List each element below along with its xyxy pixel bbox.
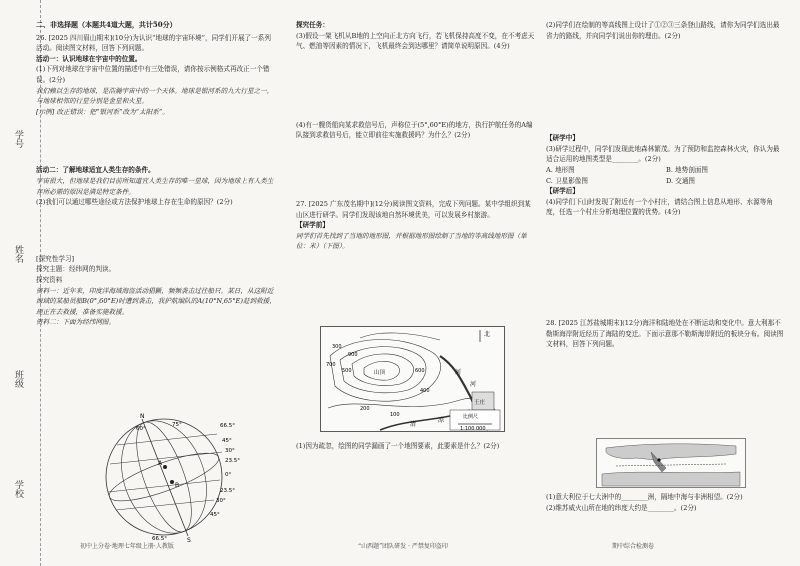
options-row [546, 165, 786, 176]
contour-value: 600 [415, 368, 425, 374]
globe-label-lon: 60° [136, 426, 146, 432]
margin-label-name: 姓名 [13, 245, 23, 263]
map-label-peak: 山顶 [374, 370, 386, 376]
footer-left: 初中上分卷·地理七年级上册·人教版 [80, 543, 174, 550]
globe-label-lat: 45° [222, 438, 232, 444]
column-middle-lower [296, 441, 536, 452]
globe-label-lat: 30° [216, 498, 226, 504]
answer-space[interactable] [296, 141, 536, 197]
q28-question-2: (2)维苏威火山所在地的纬度大约是________。(2分) [546, 503, 697, 512]
question-27-stem: 27. [2025 广东茂名期中](12分)阅读图文资料，完成下列问题。某中学组织到某山区进行研学。同学们发现该地自然环境优美，可以发展乡村旅游。 [296, 199, 531, 219]
column-right [546, 20, 786, 350]
globe-label-lat: 30° [225, 448, 235, 454]
globe-label-lat: 23.5° [225, 458, 240, 464]
q28-question-1: (1)意大利位于七大洲中的________洲，隔地中海与非洲相望。(2分) [546, 493, 743, 501]
map-label-river: 河 [455, 369, 462, 376]
question-28-stem: 28. [2025 江苏盐城期末](12分)海洋和陆地处在不断运动和变化中。意大利那不勒斯海岸附近经历了海陆的变迁。下面示意那不勒斯海岸附近的板块分布。阅读图文材料，回答下列问题。 [546, 318, 784, 349]
scale-title: 比例尺 [463, 414, 479, 420]
parallel-line [116, 500, 214, 510]
activity-2-text: 宇宙很大，但地球是我们目前所知道宜人类生存的唯一星球，因为地球上有人类生存所必需的原因是满足特定条件。 [36, 176, 274, 196]
globe-label-lat: 66.5° [220, 423, 235, 429]
section-title: 二、非选择题（本题共4道大题，共计50分） [36, 20, 177, 29]
globe-label-s: S [187, 537, 191, 542]
margin-label-student-id: 学号 [13, 130, 23, 148]
footer-middle: “山西题”团队研发 · 严禁复印盗印 [358, 543, 448, 550]
contour-value: 200 [360, 406, 370, 412]
contour-value: 100 [390, 412, 400, 418]
contour-value: 700 [326, 362, 336, 368]
africa-landmass [602, 472, 740, 486]
activity-2-title: 活动二：了解地球适宜人类生存的条件。 [36, 166, 155, 175]
globe-label-lat: 23.5° [220, 488, 235, 494]
globe-label-lat: 66.5° [152, 536, 167, 542]
contour-value: 500 [342, 368, 352, 374]
globe-label-b: B [175, 482, 180, 489]
contour-value: 900 [348, 352, 358, 358]
map-label-river: 清 [410, 421, 417, 428]
point-a [163, 465, 167, 469]
margin-label-class: 班级 [13, 370, 23, 388]
pre-study-title: 【研学前】 [296, 221, 329, 230]
options-row [546, 176, 786, 187]
answer-space[interactable] [36, 208, 276, 254]
q27-question-1: (1)因为疏忽，绘图的同学漏画了一个地图要素，此要素是什么？(2分) [296, 442, 500, 450]
option-b[interactable]: B. 地势剖面图 [666, 165, 709, 174]
earth-axis [142, 419, 188, 536]
activity-1-example: [示例] 改正错误：把“银河系”改为“太阳系”。 [36, 107, 169, 116]
globe-label-lat: 45° [210, 512, 220, 518]
q27-question-2: (2)同学们在绘制的等高线图上设计了①②③三条登山路线，请你为同学们选出最省力的路线，并向同学们说出你的理由。(2分) [546, 21, 780, 40]
binding-margin [0, 0, 41, 566]
question-26-stem: 26. [2025 四川眉山期末](10分)为认识“地球的宇宙环境”，同学们开展了一系列活动。阅读图文材料，回答下列问题。 [36, 33, 271, 53]
scale-ratio: 1:100 000 [460, 426, 486, 432]
contour-map-figure [320, 326, 505, 432]
pre-study-text: 同学们首先找到了当地的地形图，并根据地形图绘制了当地的等高线地形图（单位：米）（下图）。 [296, 231, 527, 251]
q27-question-4: (4)同学们下山时发现了附近有一个小村庄，请结合图上信息从地形、水源等角度，任选一个村庄分析地理位置的优势。(4分) [546, 197, 773, 217]
activity-2-question: (2)我们可以通过哪些途径或方法保护地球上存在生命的原因？(2分) [36, 198, 233, 207]
material-1: 资料一：近年来，印度洋海域海盗活动猖獗，频频袭击过往船只。某日，从这附近海域的某船员船B(0°,60°E)时遭到袭击，我护航编队的A(10°N,65°E)赶到救援，现正在去救援，准备实施救援。 [36, 286, 276, 316]
globe-label-lat: 0° [225, 472, 232, 478]
explore-theme: 探究主题：经纬网的判读。 [36, 265, 116, 274]
activity-1-title: 活动一：认识地球在宇宙中的位置。 [36, 54, 142, 63]
parallel-line [110, 452, 222, 464]
q27-question-3: (3)研学过程中，同学们发现此地森林繁茂。为了预防和监控森林火灾，你认为最适合运用的地图类型是________。(2分) [546, 144, 780, 164]
answer-space[interactable] [296, 52, 536, 120]
globe-outline [106, 419, 222, 535]
map-label-north: 北 [484, 331, 491, 338]
plate-map-figure [596, 438, 746, 488]
point-b [170, 480, 174, 484]
option-c[interactable]: C. 卫星影像图 [546, 176, 588, 185]
activity-1-text: 我们赖以生存的地球，是浩瀚宇宙中的一个天体。地球是银河系的九大行星之一，与地球相邻的行星分别是金星和火星。 [36, 86, 274, 106]
material-2: 资料二：下面为经纬网图。 [36, 318, 116, 327]
volcano-marker [657, 458, 660, 461]
column-right-lower [546, 492, 786, 513]
column-middle [296, 20, 536, 252]
mid-study-title: 【研学中】 [546, 134, 579, 143]
meridian-line [125, 416, 202, 539]
graticule-globe-figure [92, 412, 242, 542]
map-label-river: 凉 [438, 417, 445, 424]
footer-right: 期中综合检测卷 [612, 543, 655, 550]
explore-title: [探究性学习] [36, 254, 75, 263]
answer-space[interactable] [546, 41, 786, 133]
explore-material-label: 探究资料 [36, 275, 63, 284]
globe-label-a: A [158, 460, 163, 467]
contour-value: 300 [332, 344, 342, 350]
contour-value: 400 [420, 388, 430, 394]
column-left [36, 20, 276, 328]
map-label-river: 河 [470, 381, 477, 388]
task-question-4: (4)有一艘货船向某求救信号后，声称位于(5°,60°E)的地方，执行护航任务的A编队接到求救信号后，能立即前往实施救援吗？为什么？(2分) [296, 120, 533, 140]
post-study-title: 【研学后】 [546, 187, 579, 196]
parallel-line [117, 434, 217, 445]
globe-label-n: N [140, 413, 145, 420]
activity-1-question: (1)下列对地球在宇宙中位置的描述中有三处错误，请你按示例格式再改正一个错误。(2分) [36, 65, 270, 84]
margin-label-school: 学校 [13, 480, 23, 498]
task-title: 探究任务： [296, 21, 329, 29]
answer-space[interactable] [36, 117, 276, 165]
meridian-line [107, 412, 222, 542]
option-a[interactable]: A. 地形图 [546, 165, 575, 174]
option-d[interactable]: D. 交通图 [666, 176, 696, 185]
map-label-village: 王庄 [474, 400, 486, 406]
globe-label-lon: 75° [172, 422, 182, 428]
answer-space[interactable] [546, 218, 786, 316]
task-question-3: (3)假设一架飞机从B地的上空向正北方向飞行，若飞机保持高度不变，在不考虑天气、燃油等因素的情况下，飞机最终会到达哪里？请简单说明原因。(4分) [296, 31, 535, 51]
